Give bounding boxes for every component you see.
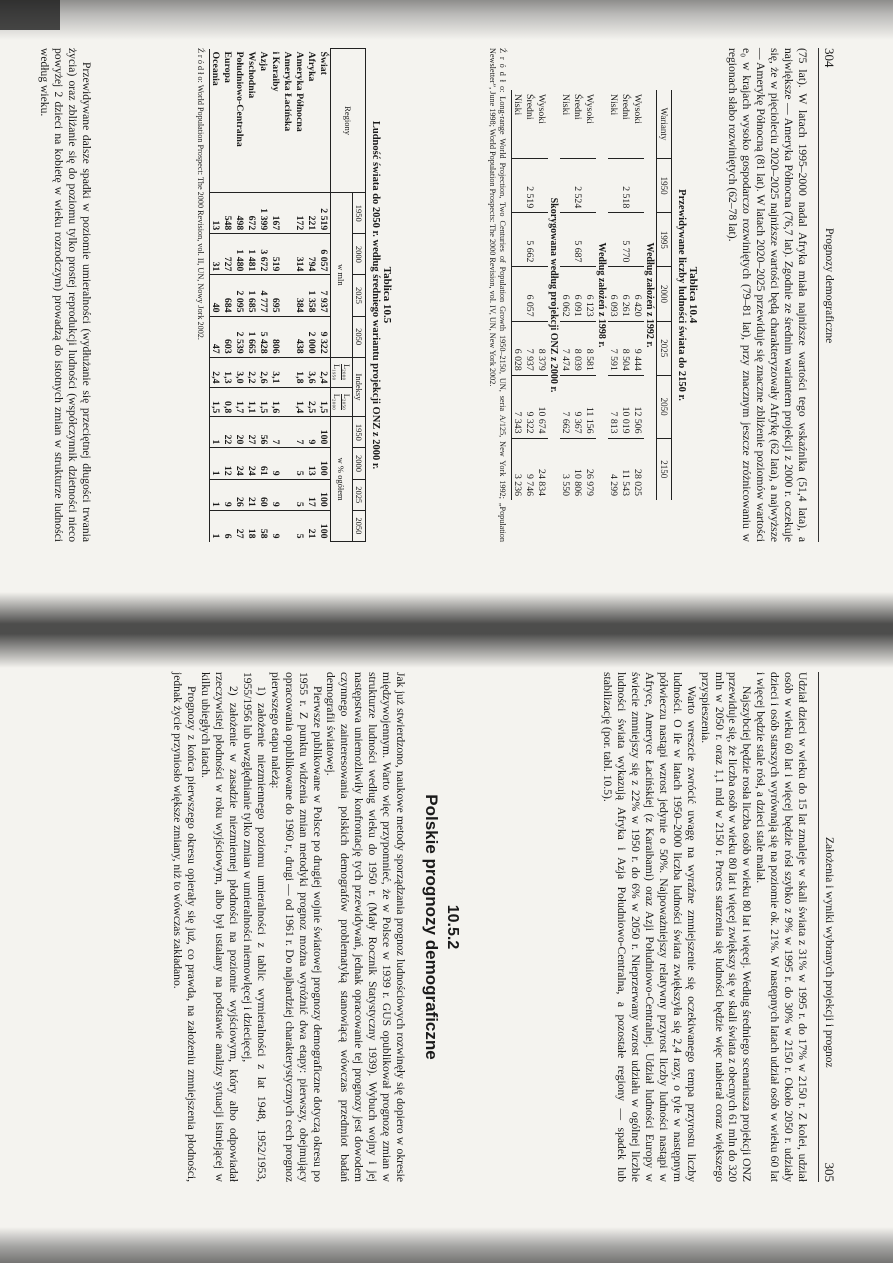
body-paragraph: 2) założenie w zasadzie niezmiennej płodności na poziomie wyjściowym, który albo odpowiadał rzeczywistej płodności w roku wyjściowym, albo był ustalany na podstawie analizy sytuacji istniejącej w kilku ubiegłych latach. xyxy=(199,672,241,1182)
table-10-4-source: Ź r ó d ł o: Long-range World Projection, Two Centuries of Population Growth 1950–2150, UN, seria A/125, New York 1992; „Population Newsletter”, June 1998; World Population Prospects: The 2000 Revision, vol. IV, UN, New York 2002. xyxy=(488,48,507,542)
table-10-4-cell: Średni xyxy=(620,94,632,120)
table-10-5-cell: 1 665 xyxy=(246,316,258,357)
table-10-4-header-row xyxy=(657,90,672,500)
table-10-5-cell: 6 xyxy=(222,510,234,541)
table-10-4-cell: 28 025 xyxy=(632,438,644,500)
table-10-5-region: Oceania xyxy=(210,49,223,193)
table-10-4-cell: Niski xyxy=(608,94,620,116)
table-10-5-cell: 794 xyxy=(306,234,318,275)
table-10-5-region: Wschodnia xyxy=(246,51,258,99)
table-10-5-cell: 1,6 xyxy=(270,387,282,417)
table-10-5-cell: 17 xyxy=(306,479,318,510)
table-10-4-cell: 6 057 xyxy=(524,267,536,321)
table-10-5-cell: 100 xyxy=(318,417,331,448)
table-10-4-row xyxy=(524,90,536,500)
table-10-5-cell: 12 xyxy=(222,448,234,479)
table-10-4-cell: 8 581 xyxy=(584,321,596,375)
table-10-4-section-label: Skorygowana według projekcji ONZ z 2000 r. xyxy=(548,197,560,393)
table-10-4-section-row xyxy=(644,90,657,500)
table-10-4-cell: 7 813 xyxy=(608,375,620,438)
table-10-4-section-row xyxy=(596,90,608,500)
table-10-4-row xyxy=(512,90,525,500)
body-paragraph: 1) założenie niezmiennego poziomu umieralności z tablic wymieralności z lat 1948, 1952/1953, 1955/1956 lub uwzględnianie tylko zmian w umieralności niemowlęcej i dziecięcej, xyxy=(241,672,268,1182)
table-10-5-row xyxy=(246,49,258,542)
table-10-4-row xyxy=(560,90,572,500)
table-10-5-cell: 548 xyxy=(222,193,234,234)
table-10-5-cell: 9 xyxy=(306,417,318,448)
table-10-4-cell xyxy=(584,213,596,267)
table-10-5-cell: 221 xyxy=(306,193,318,234)
table-10-4-cell xyxy=(560,213,572,267)
table-10-5-cell: 20 xyxy=(234,417,246,448)
table-10-5-cell: 498 xyxy=(234,193,246,234)
table-10-5-cell: 2 519 xyxy=(318,193,331,234)
table-10-4-title: Tablica 10.4 xyxy=(687,266,699,324)
table-10-4-cell: 8 039 xyxy=(572,321,584,375)
right-page-number: 305 xyxy=(822,1162,837,1182)
table-10-4-cell: 8 504 xyxy=(620,321,632,375)
table-10-5-region: Ameryka Północna xyxy=(294,51,306,132)
table-10-5-cell: 167 xyxy=(270,193,282,234)
table-10-5-year: 2025 xyxy=(353,275,366,316)
right-top-text xyxy=(600,672,809,1182)
table-10-5-region: Afryka xyxy=(306,51,318,82)
table-10-4-cell: Wysoki xyxy=(536,94,548,124)
table-10-5-cell: 27 xyxy=(246,417,258,448)
table-10-5-row xyxy=(282,49,294,542)
table-10-5-cell: 13 xyxy=(210,193,223,234)
table-10-5-cell: 1 xyxy=(210,417,223,448)
table-10-4-cell: 10 806 xyxy=(572,438,584,500)
table-10-5-region: Ameryka Łacińska xyxy=(282,51,294,132)
table-10-5-cell: 7 xyxy=(294,417,306,448)
table-10-4-cell xyxy=(512,267,525,321)
table-10-4-cell: 3 550 xyxy=(560,438,572,500)
table-10-4-cell: 10 674 xyxy=(536,375,548,438)
table-10-4-cell: Niski xyxy=(512,90,525,159)
table-10-5-cell: 13 xyxy=(306,448,318,479)
table-10-5-cell: 1,7 xyxy=(234,387,246,417)
table-10-4-cell: 3 236 xyxy=(512,438,525,500)
table-10-5-cell xyxy=(282,387,294,417)
table-10-5-year: 2000 xyxy=(353,448,366,479)
table-10-5-row xyxy=(306,49,318,542)
table-10-5-cell: 1 358 xyxy=(306,275,318,316)
index-1-numerator: L₂₀₀₀ xyxy=(342,364,351,381)
body-paragraph: Pierwsze publikowane w Polsce po drugiej wojnie światowej prognozy demograficzne dotyczą okresu po 1955 r. Z punktu widzenia zmian metodyki prognoz można wyróżnić dwa etapy: pierwszy, obejmujący opracowania opublikowane do 1960 r., drugi — od 1961 r. Do najbardziej charakterystycznych cech prognoz pierwszego etapu należą: xyxy=(268,672,324,1182)
table-10-4-cell: 2 524 xyxy=(572,159,584,213)
table-10-4-cell: 12 506 xyxy=(632,375,644,438)
table-10-5-unit-mln: w mln xyxy=(331,193,353,358)
table-10-5-cell: 7 xyxy=(270,417,282,448)
table-10-5-title: Tablica 10.5 xyxy=(381,266,393,324)
table-10-5-region-header: Regiony xyxy=(331,49,366,193)
table-10-4-cell: Średni xyxy=(572,94,584,120)
table-10-5-cell: 24 xyxy=(234,448,246,479)
table-10-4-cell xyxy=(560,159,572,213)
right-running-head xyxy=(818,672,837,1182)
table-10-4-cell: Niski xyxy=(560,94,572,116)
table-10-4-section-label: Według założeń z 1998 r. xyxy=(596,242,608,348)
table-10-5-year: 1950 xyxy=(353,193,366,234)
table-10-4-section-row xyxy=(548,90,560,500)
table-10-4-cell: 6 420 xyxy=(632,267,644,321)
body-paragraph: Prognozy z końca pierwszego okresu opierały się już, co prawda, na założeniu zmniejszenia płodności, jednak życie przyniosło większe zmiany, niż to wówczas zakładano. xyxy=(171,672,199,1182)
table-10-5-cell: 31 xyxy=(210,234,223,275)
table-10-4-cell: 7 343 xyxy=(512,375,525,438)
table-10-5-indices-header: Indeksy xyxy=(353,357,366,417)
table-10-4-cell: 9 367 xyxy=(572,375,584,438)
table-10-5-cell xyxy=(282,316,294,357)
table-10-5-source: Ź r ó d ł o: World Population Prospect: The 2000 Revision, vol. II, UN, Nowy Jork 2002. xyxy=(196,48,205,340)
table-10-4-cell: 5 770 xyxy=(620,213,632,267)
table-10-5-row xyxy=(258,49,270,542)
table-10-5-cell: 21 xyxy=(306,510,318,541)
table-10-5-cell: 519 xyxy=(270,234,282,275)
table-10-5-cell: 1 481 xyxy=(246,234,258,275)
table-10-4-column-header: 1995 xyxy=(657,213,672,267)
body-paragraph: Warto wreszcie zwrócić uwagę na wyraźne zmniejszenie się oczekiwanego tempa przyrostu liczby ludności. O ile w latach 1950–2000 liczba ludności świata zwiększyła się 2,4 razy, o tyle w następnym półwieczu nastąpi wzrost jedynie o 50%. Najpoważniejszy relatywny przyrost liczby ludności nastąpi w Afryce, Ameryce Łacińskiej (z Karaibami) oraz Azji Południowo-Centralnej. Udział ludności Europy w świecie zmniejszy się z 22% w 1950 r. do 6% w 2050 r. Nieprzerwany wzrost udziału w ogólnej liczbie ludności świata wykazują Afryka i Azja Południowo-Centralna, a pozostałe regiony — spadek lub stabilizację (por. tabl. 10.5). xyxy=(601,672,698,1182)
table-10-5-cell: 100 xyxy=(318,510,331,541)
table-10-5-cell: 438 xyxy=(294,316,306,357)
right-page xyxy=(0,660,893,1220)
table-10-4-cell xyxy=(512,213,525,267)
left-page-number: 304 xyxy=(822,48,837,68)
table-10-5-cell: 603 xyxy=(222,316,234,357)
table-10-4-row xyxy=(584,90,596,500)
table-10-4-cell xyxy=(512,159,525,213)
table-10-5 xyxy=(209,48,366,542)
table-10-5-cell: 2,5 xyxy=(306,387,318,417)
table-10-4-cell: 4 299 xyxy=(608,438,620,500)
table-10-4-cell: 6 062 xyxy=(560,267,572,321)
section-number: 10.5.2 xyxy=(444,904,461,950)
table-10-5-row xyxy=(294,49,306,542)
table-10-5-cell: 2 095 xyxy=(234,275,246,316)
table-10-5-cell: 3 672 xyxy=(258,234,270,275)
table-10-4-cell: 9 322 xyxy=(524,375,536,438)
table-10-5-cell: 24 xyxy=(246,448,258,479)
table-10-4-cell xyxy=(536,213,548,267)
body-paragraph: Udział dzieci w wieku do 15 lat zmaleje w skali świata z 31% w 1995 r. do 17% w 2150 r. Z kolei, udział osób w wieku 60 lat i więcej będzie rósł szybko z 9% w 1995 r. do 30% w 2150 r. Około 2050 r. udziały dzieci i osób starszych wyrównają się na poziomie ok. 21%. W następnych latach udział osób w wieku 60 lat i więcej będzie stale rósł, a dzieci stale malał. xyxy=(754,672,809,1182)
table-10-4-cell: 7 474 xyxy=(560,321,572,375)
left-top-text xyxy=(726,48,809,542)
table-10-4-cell: Średni xyxy=(524,94,536,120)
body-paragraph: Jak już stwierdzono, naukowe metody sporządzania prognoz ludnościowych rozwinęły się dopiero w okresie międzywojennym. Warto więc przypomnieć, że w Polsce w 1939 r. GUS opublikował prognozę zmian w strukturze ludności według wieku do 1950 r. (Mały Rocznik Statystyczny 1939). Wybuch wojny i jej następstwa uniemożliwiły konfrontację tych przewidywań, jednak opracowanie tej prognozy jest dowodem czynnego zainteresowania polskich demografów problematyką stanowiącą wówczas przedmiot badań demografii światowej. xyxy=(324,672,407,1182)
table-10-4-cell: 9 746 xyxy=(524,438,536,500)
table-10-5-cell: 695 xyxy=(270,275,282,316)
table-10-5-year: 2050 xyxy=(353,510,366,541)
index-1-denominator: L₁₉₅₀ xyxy=(332,364,341,381)
table-10-5-row xyxy=(270,49,282,542)
table-10-4-cell: 7 662 xyxy=(560,375,572,438)
table-10-5-cell: 2 000 xyxy=(306,316,318,357)
table-10-5-cell: 2,4 xyxy=(210,357,223,387)
table-10-4-column-header: 2000 xyxy=(657,267,672,321)
section-heading xyxy=(421,672,461,1182)
table-10-4-row xyxy=(572,90,584,500)
table-10-5-cell xyxy=(282,193,294,234)
table-10-4-cell: 26 979 xyxy=(584,438,596,500)
table-10-4-section-label: Według założeń z 1992 r. xyxy=(644,242,656,348)
table-10-5-cell: 1 xyxy=(210,448,223,479)
table-10-4-column-header: 1950 xyxy=(657,159,672,213)
table-10-5-year: 2000 xyxy=(353,234,366,275)
table-10-5-index-2 xyxy=(331,387,353,417)
table-10-4-cell xyxy=(608,159,620,213)
table-10-4-row xyxy=(620,90,632,500)
table-10-5-cell: 18 xyxy=(246,510,258,541)
table-10-5-cell: 100 xyxy=(318,479,331,510)
table-10-4-row xyxy=(608,90,620,500)
table-10-5-row xyxy=(234,49,246,542)
table-10-5-cell: 806 xyxy=(270,316,282,357)
table-10-5-cell: 2 539 xyxy=(234,316,246,357)
table-10-5-cell: 60 xyxy=(258,479,270,510)
table-10-5-year: 1950 xyxy=(353,417,366,448)
table-10-5-cell: 1,5 xyxy=(210,387,223,417)
table-10-4-cell: 6 028 xyxy=(512,321,525,375)
table-10-5-cell xyxy=(282,234,294,275)
table-10-5-cell: 61 xyxy=(258,448,270,479)
left-running-head-text: Prognozy demograficzne xyxy=(823,228,835,344)
table-10-4-cell: 5 662 xyxy=(524,213,536,267)
table-10-5-cell: 1,5 xyxy=(318,387,331,417)
table-10-4-row xyxy=(632,90,644,500)
table-10-4-column-header: 2050 xyxy=(657,375,672,438)
table-10-5-row xyxy=(222,49,234,542)
table-10-5-region: Azja xyxy=(258,51,270,72)
table-10-4-cell: 2 519 xyxy=(524,159,536,213)
table-10-4-cell xyxy=(632,213,644,267)
table-10-5-cell: 9 xyxy=(270,448,282,479)
table-10-5-cell: 7 937 xyxy=(318,275,331,316)
table-10-4-cell: 24 834 xyxy=(536,438,548,500)
table-10-4-cell: 6 261 xyxy=(620,267,632,321)
table-10-5-subtitle: Ludność świata do 2050 r. według średniego wariantu projekcji ONZ z 2000 r. xyxy=(370,120,381,470)
table-10-5-cell: 727 xyxy=(222,234,234,275)
table-10-5-cell: 9 322 xyxy=(318,316,331,357)
table-10-4-cell: 11 543 xyxy=(620,438,632,500)
table-10-4-row xyxy=(536,90,548,500)
scan-shadow-fold xyxy=(0,592,893,668)
table-10-5-region: Europa xyxy=(222,51,234,83)
left-page xyxy=(0,0,893,590)
table-10-5-cell: 5 xyxy=(294,510,306,541)
table-10-5-cell: 100 xyxy=(318,448,331,479)
table-10-5-index-1 xyxy=(331,357,353,387)
table-10-5-cell: 6 057 xyxy=(318,234,331,275)
right-bottom-text xyxy=(171,672,407,1182)
table-10-4-column-header: 2025 xyxy=(657,321,672,375)
table-10-5-cell: 58 xyxy=(258,510,270,541)
table-10-4-cell: 6 091 xyxy=(572,267,584,321)
left-bottom-paragraph: Przewidywane dalsze spadki w poziomie umieralności (wydłużanie się przeciętnej długości trwania życia) oraz zbliżanie się do poziomu tylko prostej reprodukcji ludności (współczynnik dzietności nieco powyżej 2 dzieci na kobietę w wieku rozrodczym) prowadzą do istotnych zmian w strukturze ludności według wieku. xyxy=(38,48,93,542)
table-10-5-cell: 1,8 xyxy=(294,357,306,387)
table-10-5-region: Południowo-Centralna xyxy=(234,51,246,147)
table-10-4-cell: 6 123 xyxy=(584,267,596,321)
table-10-5-cell: 5 428 xyxy=(258,316,270,357)
table-10-4-block xyxy=(487,48,699,542)
table-10-5-cell: 47 xyxy=(210,316,223,357)
left-top-paragraph: (75 lat). W latach 1995–2000 nadal Afryka miała najniższe wartości tego wskaźnika (51,4 lata), a największe — Ameryka Północna (76,7 lat). Zgodnie ze średnim wariantem projekcji z 2000 r. oczekuje się, że w pięcioleciu 2020–2025 najniższe wartości będą charakteryzowały Afrykę (62 lata), a najwyższe — Amerykę Północną (81 lat). W latach 2020–2025 przewiduje się znaczne zbliżenie poziomów wartości e₀ w krajach wysoko gospodarczo rozwiniętych (79–81 lat), przy znacznym jeszcze zróżnicowaniu w regionach słabo rozwiniętych (62–78 lat). xyxy=(726,48,809,542)
table-10-5-cell: 1,4 xyxy=(294,387,306,417)
body-paragraph: Najszybciej będzie rosła liczba osób w wieku 80 lat i więcej. Według średniego scenariusza projekcji ONZ przewiduje się, że liczba osób w wieku 80 lat i więcej zwiększy się w skali świata z obecnych 61 mln do 320 mln w 2050 r. oraz 1,1 mld w 2150 r. Proces starzenia się ludności będzie więc nabierał coraz większego przyspieszenia. xyxy=(698,672,754,1182)
table-10-5-cell xyxy=(282,357,294,387)
table-10-5-cell: 3,6 xyxy=(306,357,318,387)
table-10-4-cell xyxy=(632,159,644,213)
table-10-4-cell: Wysoki xyxy=(584,94,596,124)
table-10-4-column-header: Warianty xyxy=(657,90,672,159)
table-10-5-cell: 5 xyxy=(294,448,306,479)
table-10-5-unit-percent: w % ogółem xyxy=(331,417,353,542)
table-10-5-cell: 1 xyxy=(210,479,223,510)
table-10-5-region: Świat xyxy=(318,51,330,75)
table-10-5-cell xyxy=(282,479,294,510)
index-2-denominator: L₂₀₀₀ xyxy=(332,393,341,410)
table-10-5-cell: 4 777 xyxy=(258,275,270,316)
table-10-4-cell: 2 518 xyxy=(620,159,632,213)
table-10-5-cell: 9 xyxy=(270,479,282,510)
table-10-4-cell: Wysoki xyxy=(632,94,644,124)
table-10-4-cell xyxy=(608,213,620,267)
table-10-5-cell: 27 xyxy=(234,510,246,541)
table-10-5-cell: 21 xyxy=(246,479,258,510)
table-10-4-cell xyxy=(536,267,548,321)
table-10-5-cell: 684 xyxy=(222,275,234,316)
table-10-4-cell: 7 591 xyxy=(608,321,620,375)
table-10-5-cell: 1,3 xyxy=(222,357,234,387)
index-2-numerator: L₂₀₅₀ xyxy=(342,393,351,410)
table-10-5-cell: 5 xyxy=(294,479,306,510)
table-10-5-cell: 1 xyxy=(210,510,223,541)
table-10-5-cell: 22 xyxy=(222,417,234,448)
table-10-4-subtitle: Przewidywane liczby ludności świata do 2150 r. xyxy=(676,189,687,401)
table-10-5-cell: 672 xyxy=(246,193,258,234)
table-10-5-year: 2025 xyxy=(353,479,366,510)
table-10-4-cell: 9 444 xyxy=(632,321,644,375)
table-10-4-cell: 5 687 xyxy=(572,213,584,267)
table-10-5-cell: 172 xyxy=(294,193,306,234)
table-10-5-cell: 384 xyxy=(294,275,306,316)
section-title: Polskie prognozy demograficzne xyxy=(422,794,441,1060)
scan-shadow-bottom xyxy=(0,1227,893,1263)
table-10-5-cell: 9 xyxy=(270,510,282,541)
table-10-5-cell xyxy=(282,417,294,448)
table-10-5-cell: 9 xyxy=(222,479,234,510)
table-10-4-cell xyxy=(536,159,548,213)
table-10-4-cell: 11 156 xyxy=(584,375,596,438)
table-10-5-cell: 1 480 xyxy=(234,234,246,275)
table-10-5-region: i Karaiby xyxy=(270,51,282,92)
table-10-5-cell xyxy=(282,275,294,316)
table-10-4-cell: 8 379 xyxy=(536,321,548,375)
table-10-5-cell: 40 xyxy=(210,275,223,316)
table-10-4-cell: 10 019 xyxy=(620,375,632,438)
table-10-5-cell: 3,1 xyxy=(270,357,282,387)
left-bottom-text xyxy=(37,48,93,542)
table-10-4-cell: 6 093 xyxy=(608,267,620,321)
left-running-head xyxy=(818,48,837,542)
table-10-4-cell xyxy=(584,159,596,213)
table-10-5-block xyxy=(195,48,393,542)
table-10-5-cell: 0,8 xyxy=(222,387,234,417)
table-10-5-cell: 56 xyxy=(258,417,270,448)
table-10-5-cell: 2,2 xyxy=(246,357,258,387)
table-10-5-cell: 26 xyxy=(234,479,246,510)
right-running-head-text: Założenia i wyniki wybranych projekcji i prognoz xyxy=(823,837,835,1068)
table-10-5-cell: 2,4 xyxy=(318,357,331,387)
table-10-5-row xyxy=(318,49,331,542)
table-10-5-cell: 2,6 xyxy=(258,357,270,387)
table-10-5-cell: 1 399 xyxy=(258,193,270,234)
table-10-5-cell: 1,5 xyxy=(258,387,270,417)
table-10-4 xyxy=(511,90,672,500)
table-10-5-cell: 1,1 xyxy=(246,387,258,417)
table-10-5-cell xyxy=(282,510,294,541)
table-10-4-cell: 7 937 xyxy=(524,321,536,375)
table-10-5-cell: 314 xyxy=(294,234,306,275)
table-10-5-cell xyxy=(282,448,294,479)
table-10-4-column-header: 2150 xyxy=(657,438,672,500)
table-10-5-cell: 1 685 xyxy=(246,275,258,316)
table-10-5-cell: 3,0 xyxy=(234,357,246,387)
table-10-5-row xyxy=(210,49,223,542)
table-10-5-year: 2050 xyxy=(353,316,366,357)
